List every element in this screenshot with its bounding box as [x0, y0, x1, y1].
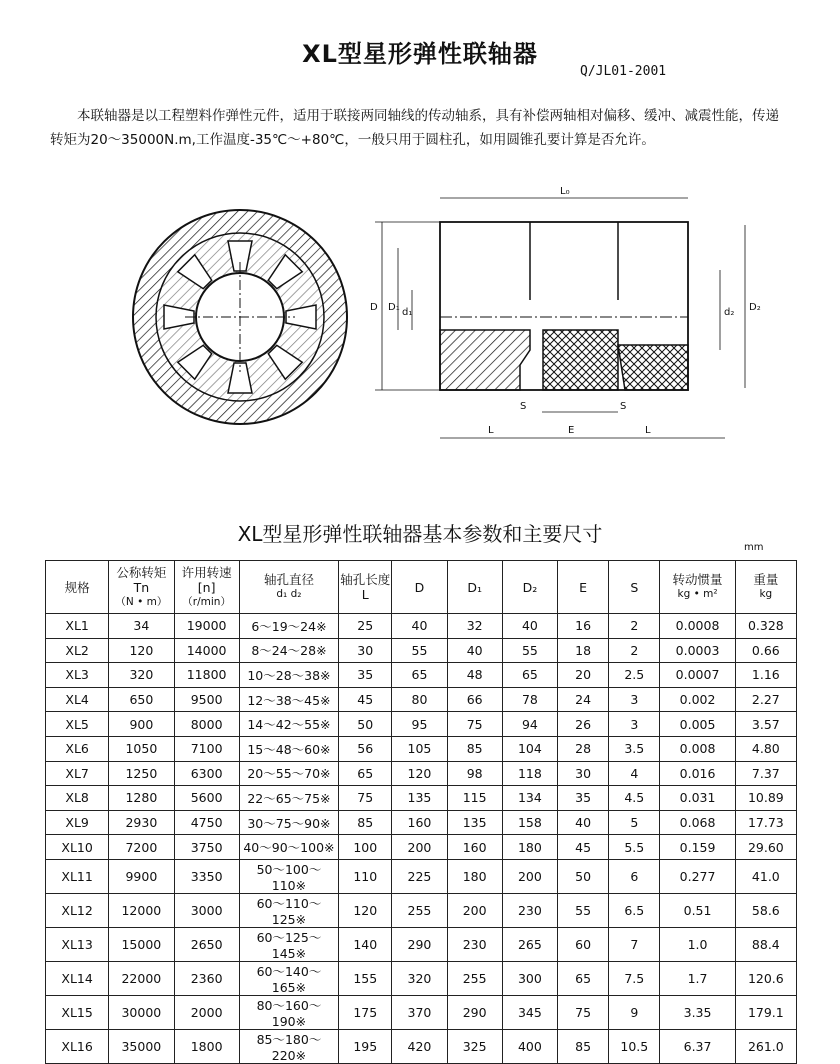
coupling-drawings — [130, 180, 770, 455]
model-cell: XL2 — [46, 638, 109, 663]
table-cell: 50 — [339, 712, 392, 737]
table-row — [46, 712, 797, 737]
table-cell: 25 — [339, 614, 392, 639]
header-cell: D — [392, 561, 447, 614]
table-cell: 0.277 — [660, 859, 735, 893]
table-cell: 6300 — [174, 761, 239, 786]
table-cell: 7 — [609, 927, 660, 961]
table-cell: 17.73 — [735, 810, 796, 835]
spec-table-body — [46, 614, 797, 1064]
table-cell: 255 — [392, 893, 447, 927]
table-row — [46, 859, 797, 893]
header-cell: S — [609, 561, 660, 614]
table-cell: 40 — [558, 810, 609, 835]
table-cell: 261.0 — [735, 1029, 796, 1063]
table-cell: 2650 — [174, 927, 239, 961]
table-cell: 3.5 — [609, 736, 660, 761]
table-cell: 32 — [447, 614, 502, 639]
table-cell: 195 — [339, 1029, 392, 1063]
table-row — [46, 614, 797, 639]
table-cell: 10.5 — [609, 1029, 660, 1063]
table-cell: 6.5 — [609, 893, 660, 927]
table-cell: 3 — [609, 687, 660, 712]
label-D1: D₁ — [388, 302, 400, 313]
table-cell: 200 — [447, 893, 502, 927]
table-cell: 15000 — [109, 927, 174, 961]
table-cell: 98 — [447, 761, 502, 786]
table-cell: 2 — [609, 638, 660, 663]
table-cell: 1.7 — [660, 961, 735, 995]
table-cell: 10～28～38※ — [239, 663, 338, 688]
header-row — [46, 561, 797, 614]
table-cell: 30000 — [109, 995, 174, 1029]
table-cell: 65 — [502, 663, 557, 688]
table-cell: 35 — [339, 663, 392, 688]
model-cell: XL6 — [46, 736, 109, 761]
table-cell: 35000 — [109, 1029, 174, 1063]
table-cell: 135 — [447, 810, 502, 835]
table-cell: 24 — [558, 687, 609, 712]
table-row — [46, 893, 797, 927]
table-cell: 41.0 — [735, 859, 796, 893]
table-cell: 2 — [609, 614, 660, 639]
table-cell: 26 — [558, 712, 609, 737]
table-cell: 400 — [502, 1029, 557, 1063]
table-cell: 80～160～190※ — [239, 995, 338, 1029]
unit-label: mm — [744, 542, 764, 553]
table-cell: 160 — [447, 835, 502, 860]
table-cell: 85 — [447, 736, 502, 761]
model-cell: XL11 — [46, 859, 109, 893]
table-cell: 11800 — [174, 663, 239, 688]
table-cell: 265 — [502, 927, 557, 961]
model-cell: XL8 — [46, 786, 109, 811]
table-cell: 7.5 — [609, 961, 660, 995]
table-cell: 140 — [339, 927, 392, 961]
header-cell: 公称转矩 Tn （N • m） — [109, 561, 174, 614]
table-cell: 134 — [502, 786, 557, 811]
table-cell: 35 — [558, 786, 609, 811]
table-row — [46, 761, 797, 786]
table-cell: 6.37 — [660, 1029, 735, 1063]
table-cell: 120 — [392, 761, 447, 786]
label-L-left: L — [488, 425, 494, 436]
table-cell: 1800 — [174, 1029, 239, 1063]
table-cell: 65 — [558, 961, 609, 995]
table-row — [46, 927, 797, 961]
table-cell: 56 — [339, 736, 392, 761]
table-cell: 5600 — [174, 786, 239, 811]
table-cell: 55 — [558, 893, 609, 927]
table-cell: 320 — [109, 663, 174, 688]
header-cell: 轴孔长度 L — [339, 561, 392, 614]
table-cell: 1250 — [109, 761, 174, 786]
table-cell: 900 — [109, 712, 174, 737]
table-cell: 1.16 — [735, 663, 796, 688]
header-cell: 重量 kg — [735, 561, 796, 614]
table-cell: 255 — [447, 961, 502, 995]
label-S-right: S — [620, 401, 627, 412]
table-cell: 3750 — [174, 835, 239, 860]
table-row — [46, 786, 797, 811]
table-cell: 14～42～55※ — [239, 712, 338, 737]
label-d1: d₁ — [402, 307, 413, 318]
table-cell: 95 — [392, 712, 447, 737]
table-cell: 66 — [447, 687, 502, 712]
table-cell: 55 — [502, 638, 557, 663]
table-row — [46, 687, 797, 712]
table-cell: 0.016 — [660, 761, 735, 786]
label-D: D — [370, 302, 378, 313]
table-cell: 179.1 — [735, 995, 796, 1029]
table-cell: 19000 — [174, 614, 239, 639]
table-cell: 75 — [558, 995, 609, 1029]
table-cell: 30 — [558, 761, 609, 786]
table-cell: 58.6 — [735, 893, 796, 927]
table-title: XL型星形弹性联轴器基本参数和主要尺寸 — [237, 522, 603, 546]
model-cell: XL9 — [46, 810, 109, 835]
table-cell: 22000 — [109, 961, 174, 995]
table-cell: 45 — [339, 687, 392, 712]
model-cell: XL3 — [46, 663, 109, 688]
table-cell: 85 — [558, 1029, 609, 1063]
header-cell: D₂ — [502, 561, 557, 614]
table-cell: 65 — [339, 761, 392, 786]
table-cell: 0.51 — [660, 893, 735, 927]
table-cell: 2360 — [174, 961, 239, 995]
table-cell: 80 — [392, 687, 447, 712]
table-cell: 230 — [447, 927, 502, 961]
section-view-drawing — [375, 198, 745, 438]
table-cell: 3 — [609, 712, 660, 737]
label-d2: d₂ — [724, 307, 735, 318]
table-cell: 7200 — [109, 835, 174, 860]
header-cell: E — [558, 561, 609, 614]
table-cell: 120 — [109, 638, 174, 663]
table-cell: 320 — [392, 961, 447, 995]
table-cell: 50 — [558, 859, 609, 893]
table-cell: 8000 — [174, 712, 239, 737]
table-cell: 40～90～100※ — [239, 835, 338, 860]
table-row — [46, 663, 797, 688]
table-cell: 120.6 — [735, 961, 796, 995]
table-cell: 2000 — [174, 995, 239, 1029]
table-row — [46, 995, 797, 1029]
model-cell: XL1 — [46, 614, 109, 639]
model-cell: XL13 — [46, 927, 109, 961]
table-cell: 200 — [502, 859, 557, 893]
table-cell: 7100 — [174, 736, 239, 761]
table-cell: 4 — [609, 761, 660, 786]
model-cell: XL5 — [46, 712, 109, 737]
table-row — [46, 638, 797, 663]
table-cell: 60 — [558, 927, 609, 961]
table-cell: 0.002 — [660, 687, 735, 712]
table-cell: 9 — [609, 995, 660, 1029]
table-cell: 0.031 — [660, 786, 735, 811]
table-cell: 3350 — [174, 859, 239, 893]
table-cell: 20 — [558, 663, 609, 688]
table-cell: 325 — [447, 1029, 502, 1063]
table-cell: 75 — [447, 712, 502, 737]
table-cell: 9900 — [109, 859, 174, 893]
header-cell: 规格 — [46, 561, 109, 614]
table-cell: 118 — [502, 761, 557, 786]
table-cell: 15～48～60※ — [239, 736, 338, 761]
table-cell: 200 — [392, 835, 447, 860]
table-cell: 12～38～45※ — [239, 687, 338, 712]
table-cell: 300 — [502, 961, 557, 995]
table-cell: 40 — [392, 614, 447, 639]
table-cell: 1.0 — [660, 927, 735, 961]
label-S-left: S — [520, 401, 527, 412]
model-cell: XL15 — [46, 995, 109, 1029]
table-cell: 180 — [502, 835, 557, 860]
table-cell: 94 — [502, 712, 557, 737]
table-cell: 0.068 — [660, 810, 735, 835]
table-cell: 6 — [609, 859, 660, 893]
table-cell: 88.4 — [735, 927, 796, 961]
table-cell: 60～140～165※ — [239, 961, 338, 995]
table-cell: 5.5 — [609, 835, 660, 860]
model-cell: XL14 — [46, 961, 109, 995]
label-L0: L₀ — [560, 186, 570, 197]
table-cell: 0.005 — [660, 712, 735, 737]
label-L-right: L — [645, 425, 651, 436]
table-cell: 6～19～24※ — [239, 614, 338, 639]
table-cell: 2930 — [109, 810, 174, 835]
table-row — [46, 835, 797, 860]
table-row — [46, 961, 797, 995]
table-cell: 9500 — [174, 687, 239, 712]
table-cell: 45 — [558, 835, 609, 860]
table-cell: 105 — [392, 736, 447, 761]
table-row — [46, 1029, 797, 1063]
table-cell: 0.0008 — [660, 614, 735, 639]
table-cell: 0.0003 — [660, 638, 735, 663]
intro-paragraph: 本联轴器是以工程塑料作弹性元件，适用于联接两同轴线的传动轴系，具有补偿两轴相对偏移、缓冲、减震性能，传递转矩为20～35000N.m,工作温度-35℃～+80℃，一般只用于圆柱孔，如用圆锥孔要计算是否允许。 — [50, 108, 779, 148]
table-cell: 100 — [339, 835, 392, 860]
table-cell: 370 — [392, 995, 447, 1029]
table-cell: 50～100～110※ — [239, 859, 338, 893]
doc-title: XL型星形弹性联轴器 — [302, 40, 538, 68]
table-cell: 10.89 — [735, 786, 796, 811]
table-cell: 175 — [339, 995, 392, 1029]
table-cell: 290 — [447, 995, 502, 1029]
table-cell: 18 — [558, 638, 609, 663]
table-cell: 78 — [502, 687, 557, 712]
end-view-drawing — [133, 210, 347, 424]
table-cell: 85～180～220※ — [239, 1029, 338, 1063]
table-cell: 48 — [447, 663, 502, 688]
table-cell: 160 — [392, 810, 447, 835]
table-cell: 30～75～90※ — [239, 810, 338, 835]
standard-code: Q/JL01-2001 — [580, 64, 667, 79]
model-cell: XL7 — [46, 761, 109, 786]
table-cell: 0.008 — [660, 736, 735, 761]
table-cell: 4.5 — [609, 786, 660, 811]
table-cell: 158 — [502, 810, 557, 835]
model-cell: XL12 — [46, 893, 109, 927]
table-cell: 40 — [447, 638, 502, 663]
table-cell: 0.0007 — [660, 663, 735, 688]
header-cell: 转动惯量 kg • m² — [660, 561, 735, 614]
model-cell: XL10 — [46, 835, 109, 860]
table-cell: 120 — [339, 893, 392, 927]
table-cell: 1050 — [109, 736, 174, 761]
table-cell: 2.27 — [735, 687, 796, 712]
table-cell: 115 — [447, 786, 502, 811]
model-cell: XL16 — [46, 1029, 109, 1063]
table-cell: 40 — [502, 614, 557, 639]
table-cell: 230 — [502, 893, 557, 927]
table-cell: 3000 — [174, 893, 239, 927]
table-cell: 12000 — [109, 893, 174, 927]
table-cell: 104 — [502, 736, 557, 761]
table-cell: 155 — [339, 961, 392, 995]
table-cell: 225 — [392, 859, 447, 893]
table-cell: 16 — [558, 614, 609, 639]
table-cell: 28 — [558, 736, 609, 761]
table-cell: 7.37 — [735, 761, 796, 786]
label-E: E — [568, 425, 575, 436]
model-cell: XL4 — [46, 687, 109, 712]
table-cell: 55 — [392, 638, 447, 663]
label-D2: D₂ — [749, 302, 761, 313]
table-cell: 2.5 — [609, 663, 660, 688]
table-cell: 60～110～125※ — [239, 893, 338, 927]
header-cell: 许用转速 [n] （r/min） — [174, 561, 239, 614]
table-cell: 60～125～145※ — [239, 927, 338, 961]
table-cell: 0.328 — [735, 614, 796, 639]
table-row — [46, 736, 797, 761]
table-cell: 345 — [502, 995, 557, 1029]
table-cell: 29.60 — [735, 835, 796, 860]
table-cell: 4.80 — [735, 736, 796, 761]
table-cell: 14000 — [174, 638, 239, 663]
table-cell: 75 — [339, 786, 392, 811]
spec-table — [45, 560, 797, 1064]
table-cell: 135 — [392, 786, 447, 811]
table-cell: 65 — [392, 663, 447, 688]
table-cell: 34 — [109, 614, 174, 639]
table-cell: 5 — [609, 810, 660, 835]
table-cell: 3.57 — [735, 712, 796, 737]
header-cell: 轴孔直径 d₁ d₂ — [239, 561, 338, 614]
table-cell: 85 — [339, 810, 392, 835]
table-cell: 180 — [447, 859, 502, 893]
table-row — [46, 810, 797, 835]
table-cell: 1280 — [109, 786, 174, 811]
table-cell: 22～65～75※ — [239, 786, 338, 811]
table-cell: 650 — [109, 687, 174, 712]
table-cell: 0.66 — [735, 638, 796, 663]
table-cell: 420 — [392, 1029, 447, 1063]
table-cell: 4750 — [174, 810, 239, 835]
table-cell: 110 — [339, 859, 392, 893]
table-cell: 0.159 — [660, 835, 735, 860]
header-cell: D₁ — [447, 561, 502, 614]
table-cell: 30 — [339, 638, 392, 663]
table-cell: 20～55～70※ — [239, 761, 338, 786]
table-cell: 8～24～28※ — [239, 638, 338, 663]
table-cell: 290 — [392, 927, 447, 961]
table-cell: 3.35 — [660, 995, 735, 1029]
